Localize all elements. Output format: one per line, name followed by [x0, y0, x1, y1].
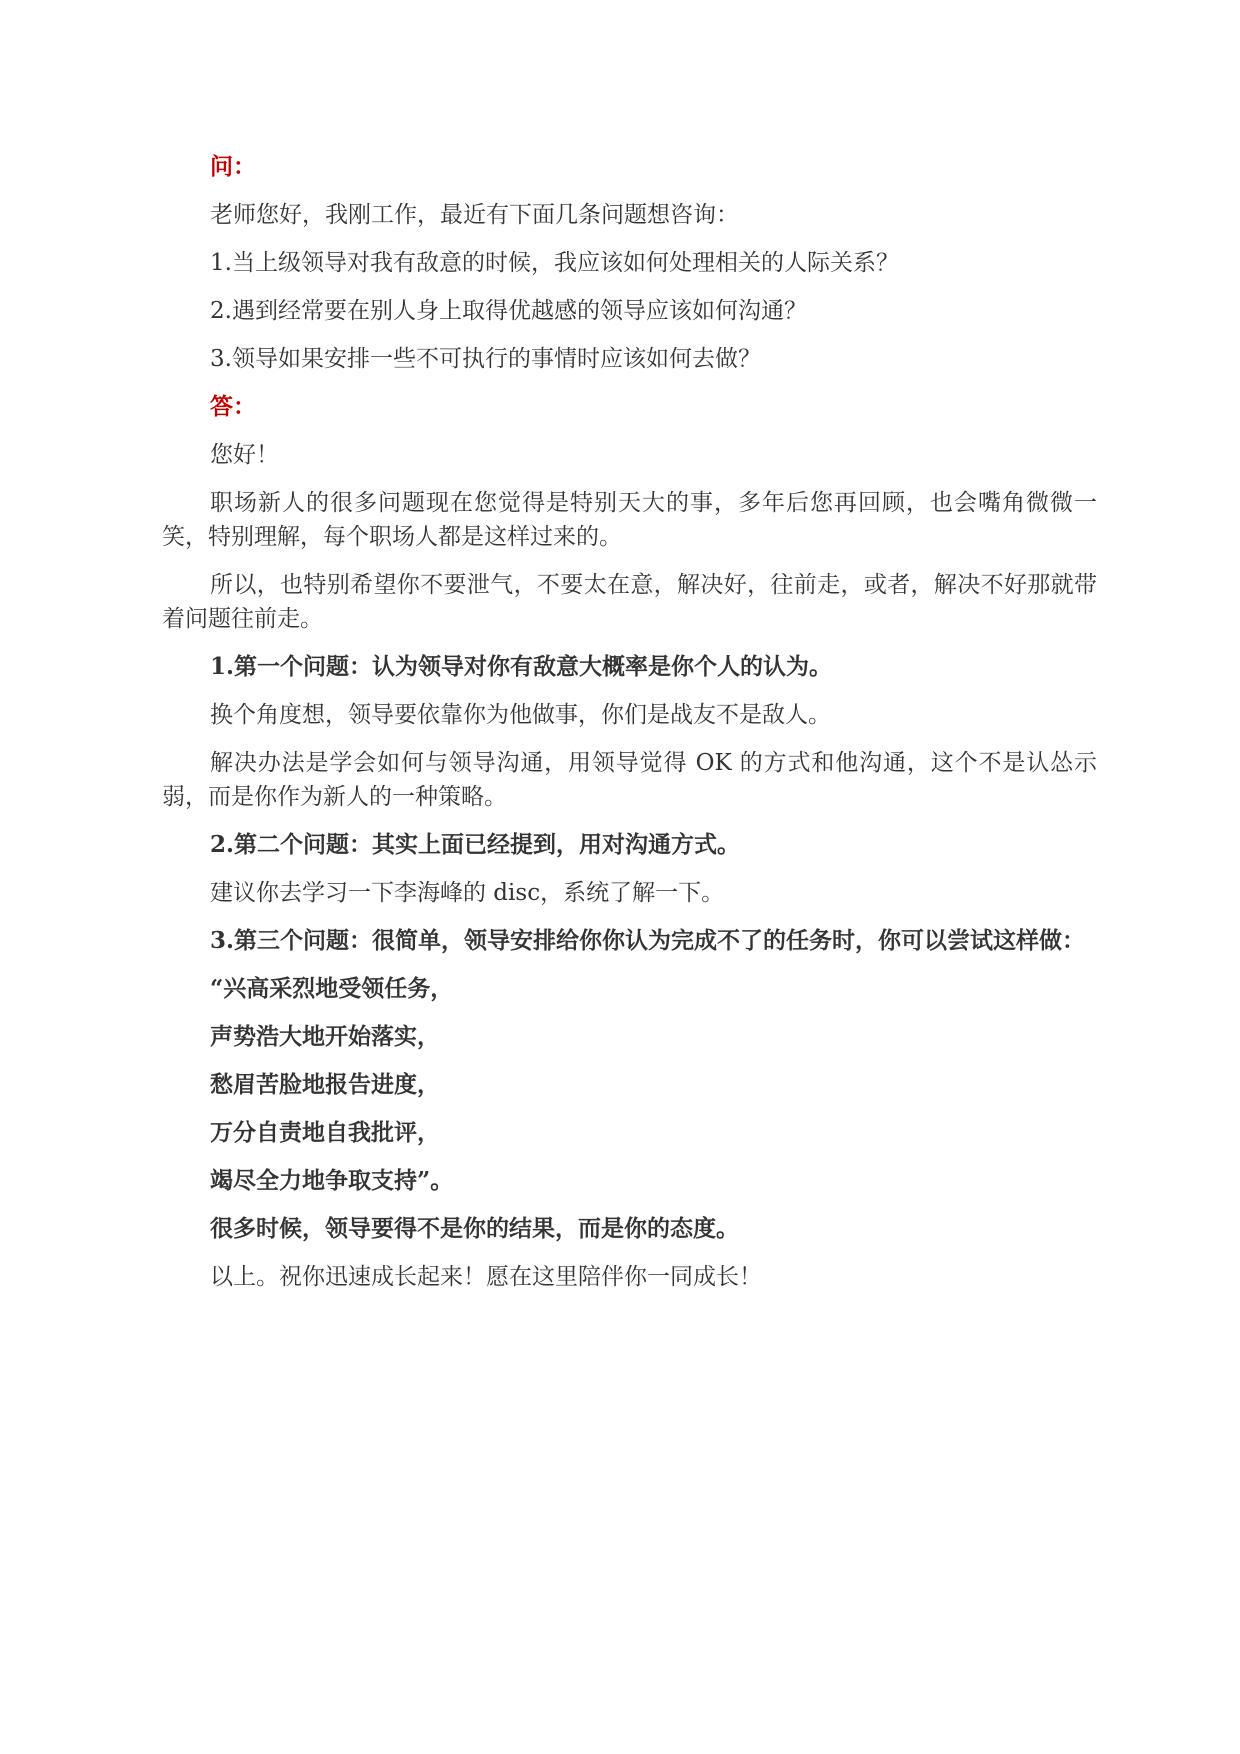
quote-line: 竭尽全力地争取支持”。: [210, 1167, 454, 1194]
document-page: [162, 150, 1097, 1308]
question-intro: 老师您好，我刚工作，最近有下面几条问题想咨询：: [210, 202, 739, 228]
answer-q3-heading: 3.第三个问题：很简单，领导安排给你你认为完成不了的任务时，你可以尝试这样做：: [210, 927, 1086, 954]
answer-paragraph: 换个角度想，领导要依靠你为他做事，你们是战友不是敌人。: [210, 702, 831, 728]
answer-paragraph: 建议你去学习一下李海峰的 disc，系统了解一下。: [210, 880, 725, 906]
answer-paragraph: 所以，也特别希望你不要泄气，不要太在意，解决好，往前走，或者，解决不好那就带着问题往前走。: [162, 572, 1097, 632]
quote-line: 愁眉苦脸地报告进度，: [210, 1071, 440, 1098]
question-item: 1.当上级领导对我有敌意的时候，我应该如何处理相关的人际关系？: [210, 250, 899, 276]
quote-line: 声势浩大地开始落实，: [210, 1023, 440, 1050]
answer-greeting: 您好！: [210, 442, 279, 468]
question-item: 3.领导如果安排一些不可执行的事情时应该如何去做？: [210, 346, 761, 372]
answer-paragraph: 职场新人的很多问题现在您觉得是特别天大的事，多年后您再回顾，也会嘴角微微一笑，特别理解，每个职场人都是这样过来的。: [162, 490, 1097, 550]
answer-conclusion: 很多时候，领导要得不是你的结果，而是你的态度。: [210, 1215, 739, 1242]
question-label: 问：: [210, 153, 256, 180]
answer-q2-heading: 2.第二个问题：其实上面已经提到，用对沟通方式。: [210, 831, 741, 858]
answer-paragraph: 解决办法是学会如何与领导沟通，用领导觉得 OK 的方式和他沟通，这个不是认怂示弱，而是你作为新人的一种策略。: [162, 750, 1097, 810]
quote-line: “兴高采烈地受领任务，: [210, 975, 454, 1002]
question-item: 2.遇到经常要在别人身上取得优越感的领导应该如何沟通？: [210, 298, 807, 324]
quote-line: 万分自责地自我批评，: [210, 1119, 440, 1146]
answer-closing: 以上。祝你迅速成长起来！愿在这里陪伴你一同成长！: [210, 1264, 762, 1290]
answer-q1-heading: 1.第一个问题：认为领导对你有敌意大概率是你个人的认为。: [210, 653, 833, 680]
answer-label: 答：: [210, 393, 256, 420]
